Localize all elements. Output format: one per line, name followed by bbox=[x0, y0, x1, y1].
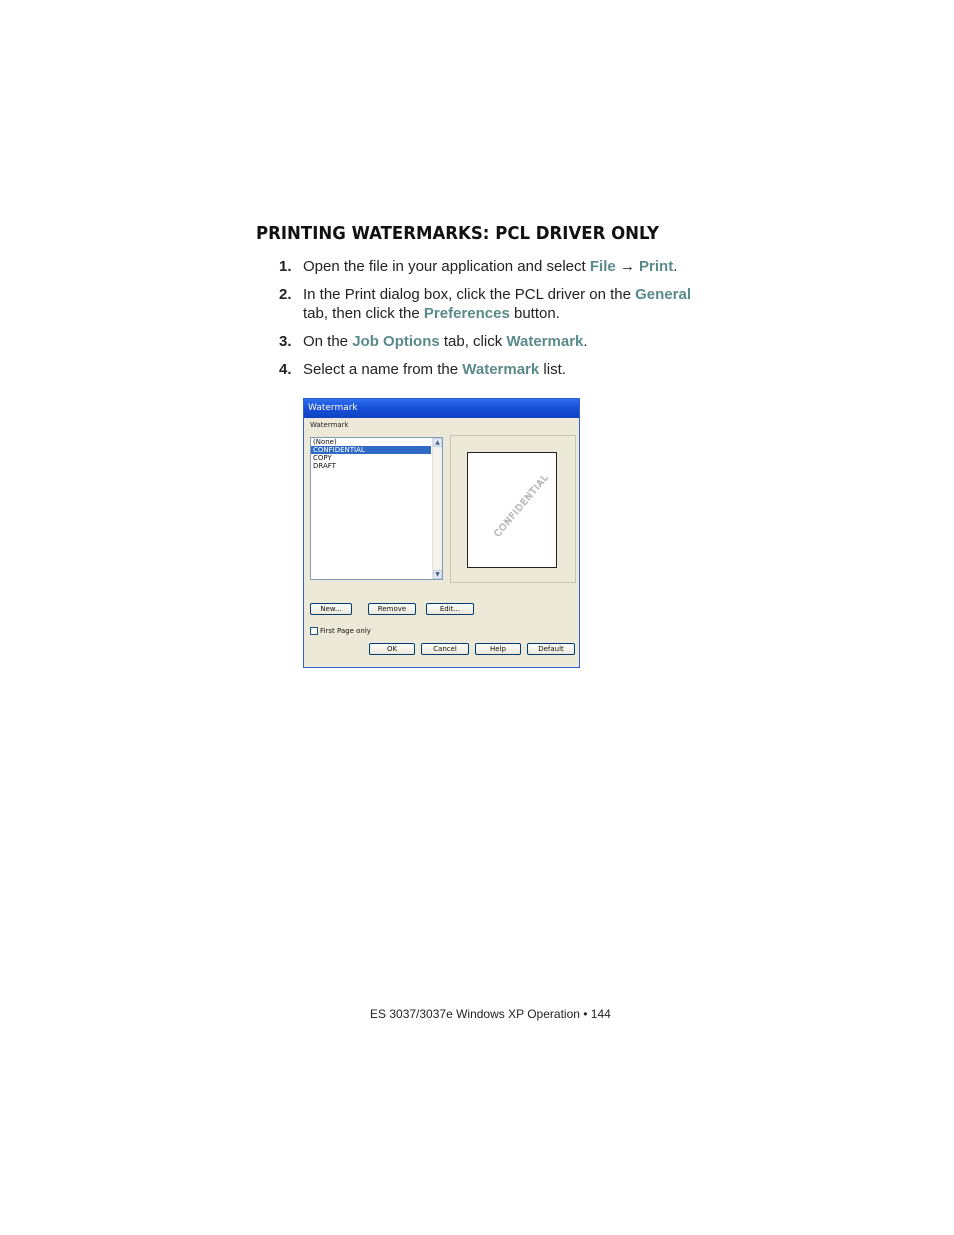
dialog-titlebar[interactable]: Watermark bbox=[304, 399, 579, 418]
page-footer: ES 3037/3037e Windows XP Operation • 144 bbox=[370, 1007, 611, 1021]
step-number: 4. bbox=[279, 361, 292, 378]
step-text: In the Print dialog box, click the PCL driver on the General bbox=[303, 286, 691, 303]
first-page-only-row[interactable] bbox=[310, 627, 371, 635]
menu-print: Print bbox=[639, 258, 674, 275]
watermark-listbox[interactable] bbox=[310, 437, 443, 580]
list-item-draft[interactable]: DRAFT bbox=[313, 462, 336, 470]
watermark-group-label: Watermark bbox=[310, 421, 349, 429]
list-item-copy[interactable]: COPY bbox=[313, 454, 332, 462]
watermark-dialog bbox=[303, 398, 580, 668]
preview-page bbox=[467, 452, 557, 568]
tab-general-ref: General bbox=[635, 286, 691, 303]
scroll-up-icon[interactable]: ▲ bbox=[433, 438, 442, 447]
watermark-ref: Watermark bbox=[506, 333, 584, 350]
step-number: 1. bbox=[279, 258, 292, 275]
preferences-ref: Preferences bbox=[423, 305, 510, 322]
new-button[interactable]: New... bbox=[310, 603, 352, 615]
step-number: 3. bbox=[279, 333, 292, 350]
menu-file: File bbox=[589, 258, 616, 275]
list-scrollbar[interactable] bbox=[432, 438, 442, 579]
step-text: Select a name from the Watermark list. bbox=[303, 361, 566, 378]
step-text-line2: tab, then click the Preferences button. bbox=[303, 305, 560, 322]
list-item-confidential[interactable]: CONFIDENTIAL bbox=[311, 446, 431, 454]
preview-watermark-text: CONFIDENTIAL bbox=[492, 472, 552, 540]
job-options-ref: Job Options bbox=[352, 333, 440, 350]
section-heading: PRINTING WATERMARKS: PCL DRIVER ONLY bbox=[256, 223, 660, 244]
first-page-only-checkbox[interactable] bbox=[310, 627, 318, 635]
ok-button[interactable]: OK bbox=[369, 643, 415, 655]
preview-frame bbox=[450, 435, 576, 583]
edit-button[interactable]: Edit... bbox=[426, 603, 474, 615]
first-page-only-label: First Page only bbox=[320, 627, 371, 635]
scroll-down-icon[interactable]: ▼ bbox=[433, 570, 442, 579]
step-number: 2. bbox=[279, 286, 292, 303]
step-text: On the Job Options tab, click Watermark. bbox=[303, 333, 588, 350]
remove-button[interactable]: Remove bbox=[368, 603, 416, 615]
default-button[interactable]: Default bbox=[527, 643, 575, 655]
watermark-list-ref: Watermark bbox=[462, 361, 540, 378]
cancel-button[interactable]: Cancel bbox=[421, 643, 469, 655]
list-item-none[interactable]: (None) bbox=[313, 438, 337, 446]
step-text: Open the file in your application and select File → Print. bbox=[303, 258, 678, 275]
help-button[interactable]: Help bbox=[475, 643, 521, 655]
